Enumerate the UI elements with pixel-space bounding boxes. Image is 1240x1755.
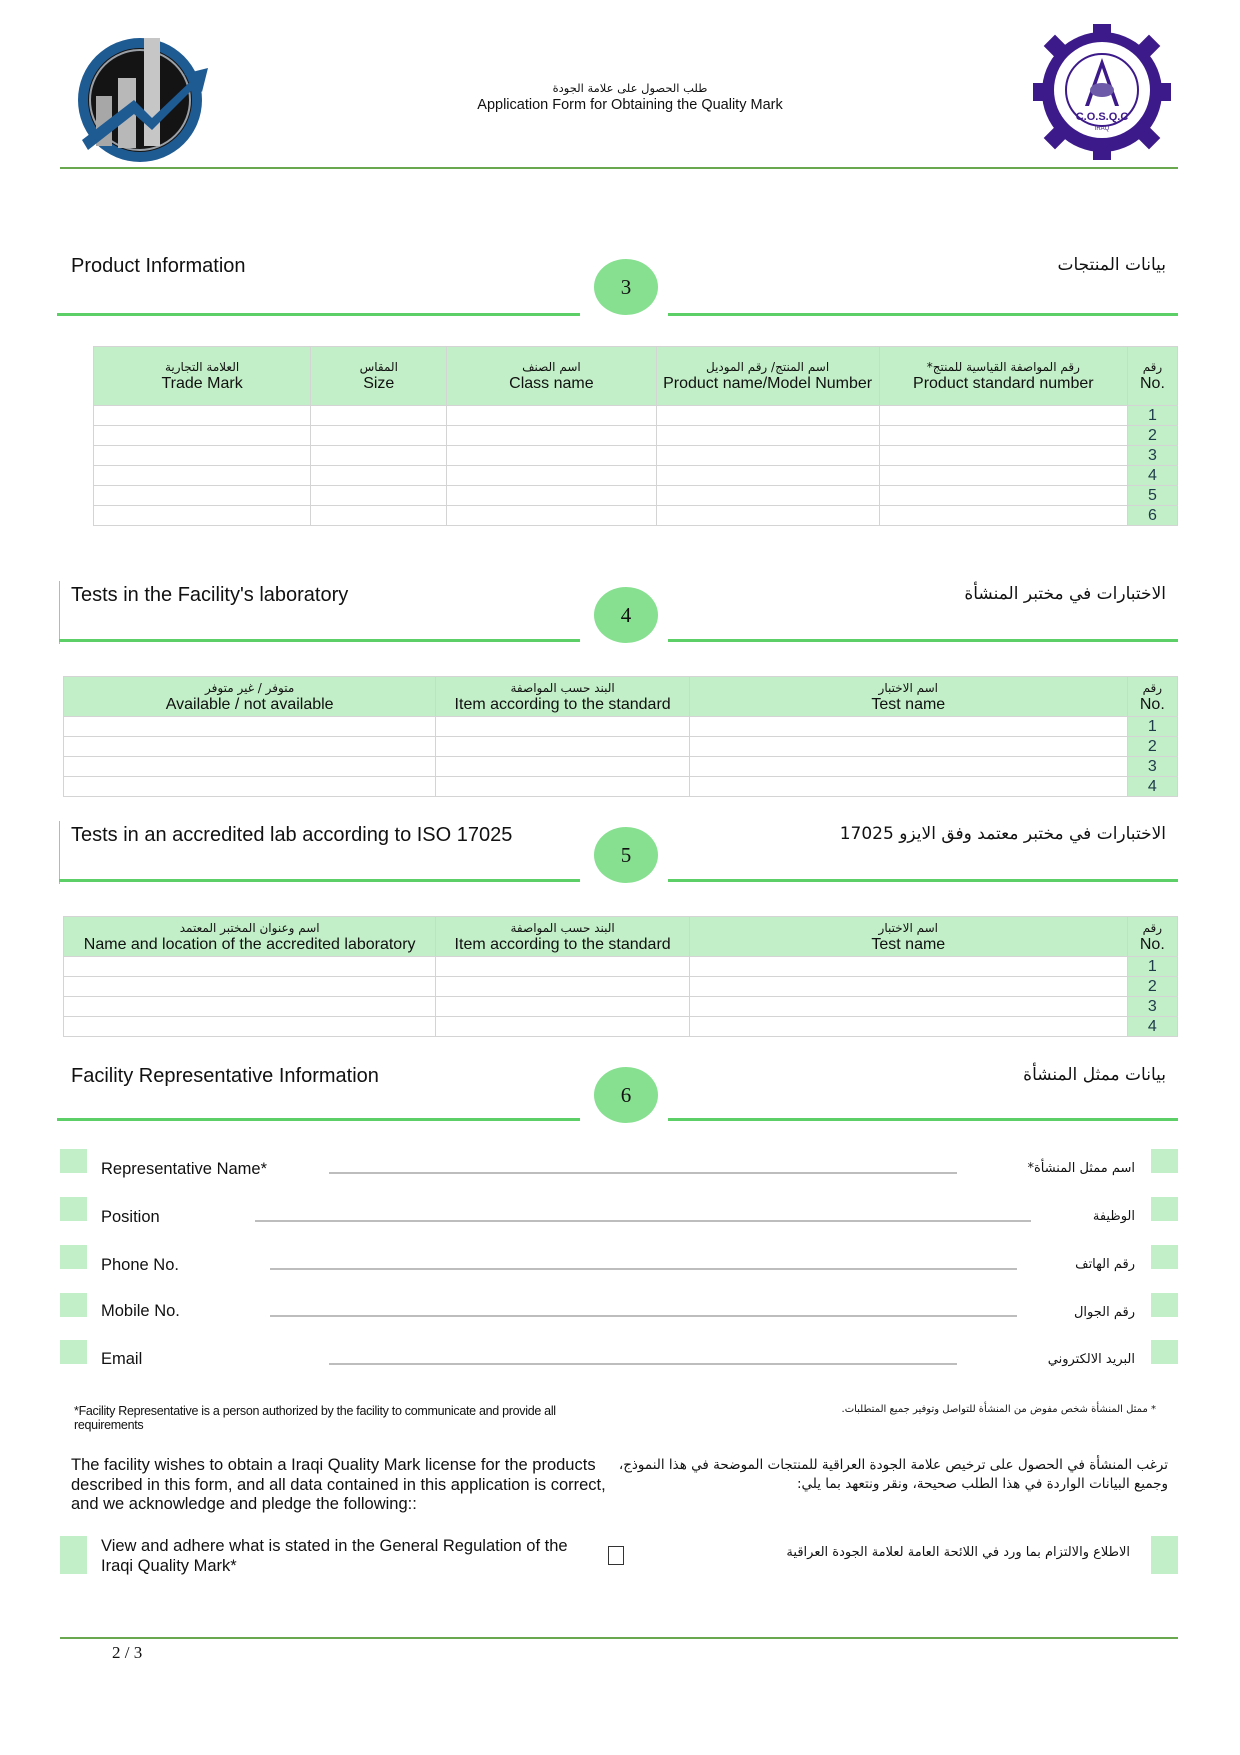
field-marker-left	[60, 1293, 87, 1317]
cell-item-standard[interactable]	[436, 777, 690, 797]
page-number: 2 / 3	[112, 1643, 143, 1662]
row-number: 2	[1127, 426, 1177, 446]
facility-lab-table-header	[64, 677, 1178, 717]
cell-test-name[interactable]	[689, 1017, 1127, 1037]
form-title-en: Application Form for Obtaining the Quality Mark	[477, 97, 783, 113]
footer-divider	[60, 1637, 1178, 1639]
row-number: 4	[1127, 466, 1177, 486]
section-6-title-ar: بيانات ممثل المنشأة	[1023, 1065, 1166, 1085]
representative-name-label-en: Representative Name*	[101, 1160, 267, 1178]
cell-test-name[interactable]	[689, 737, 1127, 757]
cell-test-name[interactable]	[689, 977, 1127, 997]
section-3-title-ar: بيانات المنتجات	[1057, 255, 1166, 275]
accredited-lab-table	[63, 916, 1178, 1037]
row-number: 1	[1127, 717, 1177, 737]
cell-availability[interactable]	[64, 757, 436, 777]
cell-item-standard[interactable]	[436, 717, 690, 737]
col-no: رقم No.	[1127, 917, 1177, 957]
col-class-name: اسم الصنف Class name	[447, 347, 656, 406]
table-row	[94, 406, 1178, 426]
col-test-name: اسم الاختبار Test name	[689, 917, 1127, 957]
table-row	[64, 977, 1178, 997]
row-number: 3	[1127, 757, 1177, 777]
row-number: 2	[1127, 737, 1177, 757]
section-4-number-badge: 4	[594, 587, 658, 643]
table-row	[94, 446, 1178, 466]
mobile-label-en: Mobile No.	[101, 1302, 180, 1320]
phone-input[interactable]	[270, 1268, 1017, 1270]
cell-test-name[interactable]	[689, 757, 1127, 777]
field-marker-right	[1151, 1149, 1178, 1173]
pledge-text-ar: الاطلاع والالتزام بما ورد في اللائحة العامة لعلامة الجودة العراقية	[786, 1545, 1130, 1560]
section-5-title-en: Tests in an accredited lab according to ISO 17025	[71, 824, 513, 846]
section-6-divider-left	[57, 1118, 580, 1121]
form-title	[420, 80, 840, 114]
cell-product-name[interactable]	[656, 466, 879, 486]
table-row	[64, 717, 1178, 737]
field-marker-right	[1151, 1245, 1178, 1269]
row-number: 1	[1127, 957, 1177, 977]
col-no: رقم No.	[1127, 677, 1177, 717]
email-label-en: Email	[101, 1350, 143, 1368]
section-6-number-badge: 6	[594, 1067, 658, 1123]
table-row	[64, 777, 1178, 797]
product-table	[93, 346, 1178, 526]
cell-standard-number[interactable]	[879, 446, 1127, 466]
table-row	[64, 997, 1178, 1017]
cell-item-standard[interactable]	[436, 957, 690, 977]
position-label-ar: الوظيفة	[1092, 1209, 1135, 1224]
cell-trade-mark[interactable]	[94, 406, 311, 426]
cell-class-name[interactable]	[447, 486, 656, 506]
cell-product-name[interactable]	[656, 486, 879, 506]
section-5-number-badge: 5	[594, 827, 658, 883]
col-lab-name-location: اسم وعنوان المختبر المعتمد Name and location of the accredited laboratory	[64, 917, 436, 957]
position-input[interactable]	[255, 1220, 1031, 1222]
cosqc-text: C.O.S.Q.C	[1075, 111, 1129, 123]
cell-test-name[interactable]	[689, 997, 1127, 1017]
col-no: رقم No.	[1127, 347, 1177, 406]
row-number: 1	[1127, 406, 1177, 426]
cell-item-standard[interactable]	[436, 737, 690, 757]
mobile-label-ar: رقم الجوال	[1073, 1305, 1135, 1320]
cell-item-standard[interactable]	[436, 977, 690, 997]
cosqc-logo	[1033, 24, 1171, 160]
mobile-input[interactable]	[270, 1315, 1017, 1317]
row-number: 2	[1127, 977, 1177, 997]
col-item-standard: البند حسب المواصفة Item according to the standard	[436, 917, 690, 957]
declaration-text-en: The facility wishes to obtain a Iraqi Quality Mark license for the products described in this form, and all data contained in this application is correct, and we acknowledge and pledge the following::	[71, 1456, 606, 1513]
phone-label-en: Phone No.	[101, 1256, 179, 1274]
table-row	[64, 737, 1178, 757]
section-3-divider-right	[668, 313, 1178, 316]
accredited-lab-table-header	[64, 917, 1178, 957]
cell-class-name[interactable]	[447, 506, 656, 526]
field-marker-right	[1151, 1293, 1178, 1317]
cell-product-name[interactable]	[656, 406, 879, 426]
cell-size[interactable]	[311, 426, 447, 446]
section-3-number-badge: 3	[594, 259, 658, 315]
section-3-title-en: Product Information	[71, 255, 246, 277]
cell-size[interactable]	[311, 506, 447, 526]
section-3-divider-left	[57, 313, 580, 316]
cell-standard-number[interactable]	[879, 486, 1127, 506]
field-marker-left	[60, 1149, 87, 1173]
facility-lab-table	[63, 676, 1178, 797]
header-divider	[60, 167, 1178, 169]
row-number: 5	[1127, 486, 1177, 506]
position-label-en: Position	[101, 1208, 160, 1226]
table-row	[94, 486, 1178, 506]
representative-name-label-ar: اسم ممثل المنشأة*	[1027, 1161, 1135, 1176]
cell-size[interactable]	[311, 446, 447, 466]
col-trade-mark: العلامة التجارية Trade Mark	[94, 347, 311, 406]
form-title-ar: طلب الحصول على علامة الجودة	[552, 81, 708, 95]
cell-item-standard[interactable]	[436, 757, 690, 777]
cell-lab-name[interactable]	[64, 957, 436, 977]
pledge-marker-left	[60, 1536, 87, 1574]
col-product-standard-number: رقم المواصفة القياسية للمنتج* Product standard number	[879, 347, 1127, 406]
product-table-header	[94, 347, 1178, 406]
cell-size[interactable]	[311, 406, 447, 426]
col-availability: متوفر / غير متوفر Available / not available	[64, 677, 436, 717]
cell-trade-mark[interactable]	[94, 506, 311, 526]
cell-standard-number[interactable]	[879, 426, 1127, 446]
cell-trade-mark[interactable]	[94, 466, 311, 486]
cell-size[interactable]	[311, 486, 447, 506]
cell-trade-mark[interactable]	[94, 426, 311, 446]
row-number: 3	[1127, 446, 1177, 466]
cell-item-standard[interactable]	[436, 997, 690, 1017]
table-row	[64, 957, 1178, 977]
cell-item-standard[interactable]	[436, 1017, 690, 1037]
cell-standard-number[interactable]	[879, 466, 1127, 486]
email-label-ar: البريد الالكتروني	[1047, 1352, 1135, 1367]
cell-class-name[interactable]	[447, 426, 656, 446]
col-product-name-model: اسم المنتج/ رقم الموديل Product name/Model Number	[656, 347, 879, 406]
section-4-left-bar	[59, 581, 60, 644]
field-marker-left	[60, 1197, 87, 1221]
section-4-title-en: Tests in the Facility's laboratory	[71, 584, 349, 606]
pledge-marker-right	[1151, 1536, 1178, 1574]
col-item-standard: البند حسب المواصفة Item according to the standard	[436, 677, 690, 717]
col-test-name: اسم الاختبار Test name	[689, 677, 1127, 717]
cell-availability[interactable]	[64, 777, 436, 797]
representative-footnote-ar: * ممثل المنشأة شخص مفوض من المنشأة للتواصل وتوفير جميع المتطلبات.	[841, 1404, 1156, 1415]
email-input[interactable]	[329, 1363, 957, 1365]
cell-standard-number[interactable]	[879, 506, 1127, 526]
row-number: 4	[1127, 1017, 1177, 1037]
gear-logo-icon	[1033, 24, 1171, 160]
phone-label-ar: رقم الهاتف	[1075, 1257, 1135, 1272]
cell-class-name[interactable]	[447, 446, 656, 466]
section-4-divider-right	[668, 639, 1178, 642]
section-4-title-ar: الاختبارات في مختبر المنشأة	[964, 584, 1166, 604]
row-number: 3	[1127, 997, 1177, 1017]
cell-standard-number[interactable]	[879, 406, 1127, 426]
col-size: المقاس Size	[311, 347, 447, 406]
cell-availability[interactable]	[64, 717, 436, 737]
left-logo	[74, 30, 214, 166]
representative-name-input[interactable]	[329, 1172, 957, 1174]
section-5-divider-left	[59, 879, 580, 882]
cell-product-name[interactable]	[656, 426, 879, 446]
cell-trade-mark[interactable]	[94, 446, 311, 466]
section-4-divider-left	[59, 639, 580, 642]
cell-size[interactable]	[311, 466, 447, 486]
row-number: 4	[1127, 777, 1177, 797]
table-row	[94, 426, 1178, 446]
cell-test-name[interactable]	[689, 957, 1127, 977]
cell-lab-name[interactable]	[64, 1017, 436, 1037]
table-row	[64, 757, 1178, 777]
section-5-divider-right	[668, 879, 1178, 882]
cell-availability[interactable]	[64, 737, 436, 757]
field-marker-right	[1151, 1340, 1178, 1364]
section-6-divider-right	[668, 1118, 1178, 1121]
cell-trade-mark[interactable]	[94, 486, 311, 506]
row-number: 6	[1127, 506, 1177, 526]
cell-class-name[interactable]	[447, 406, 656, 426]
table-row	[94, 466, 1178, 486]
cell-product-name[interactable]	[656, 506, 879, 526]
cell-lab-name[interactable]	[64, 977, 436, 997]
svg-text:IRAQ: IRAQ	[1094, 126, 1110, 132]
representative-footnote-en: *Facility Representative is a person authorized by the facility to communicate and provide all requirements	[74, 1404, 556, 1432]
cell-class-name[interactable]	[447, 466, 656, 486]
field-marker-left	[60, 1245, 87, 1269]
cell-test-name[interactable]	[689, 777, 1127, 797]
rising-chart-logo-icon	[74, 30, 214, 166]
table-row	[64, 1017, 1178, 1037]
cell-test-name[interactable]	[689, 717, 1127, 737]
cell-product-name[interactable]	[656, 446, 879, 466]
field-marker-left	[60, 1340, 87, 1364]
section-5-title-ar: الاختبارات في مختبر معتمد وفق الايزو 17025	[839, 824, 1166, 844]
section-5-left-bar	[59, 821, 60, 884]
section-6-title-en: Facility Representative Information	[71, 1065, 379, 1087]
table-row	[94, 506, 1178, 526]
pledge-text-en: View and adhere what is stated in the General Regulation of the Iraqi Quality Mark*	[101, 1537, 568, 1575]
declaration-text-ar: ترغب المنشأة في الحصول على ترخيص علامة الجودة العراقية للمنتجات الموضحة في هذا النموذج، وجميع البيانات الواردة في هذا الطلب صحيحة، ونقر ونتعهد بما يلي:	[618, 1457, 1168, 1492]
field-marker-right	[1151, 1197, 1178, 1221]
cell-lab-name[interactable]	[64, 997, 436, 1017]
